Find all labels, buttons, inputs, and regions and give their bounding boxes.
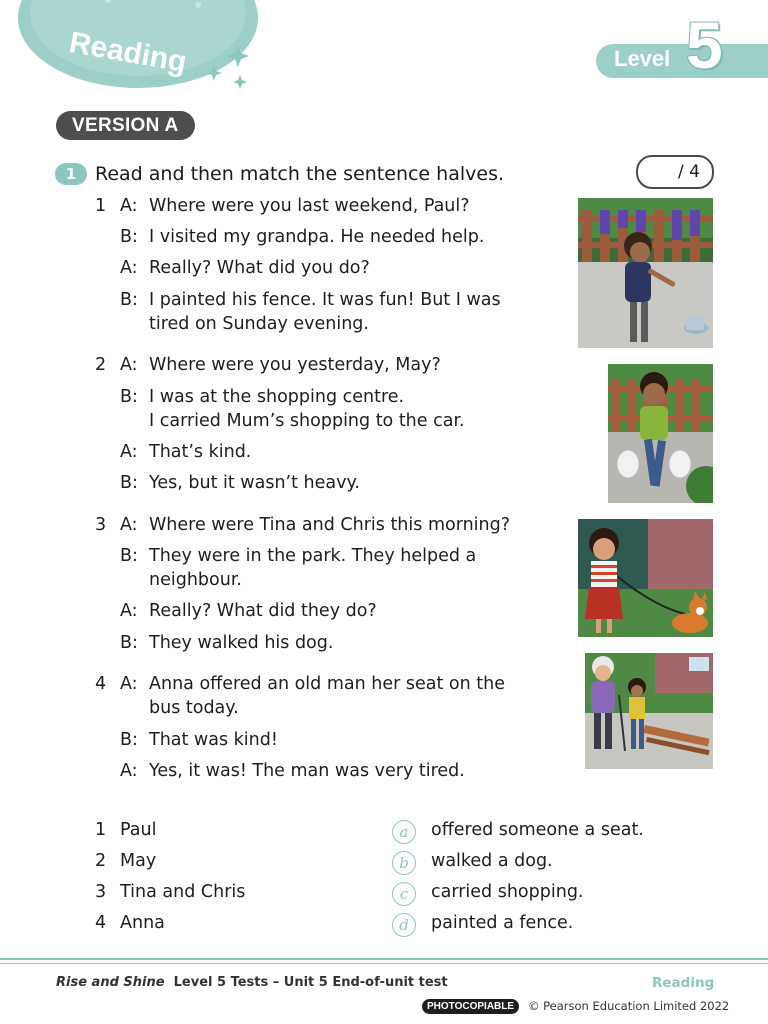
speaker-label: B:	[120, 387, 138, 407]
reading-badge-label: Reading	[66, 25, 190, 80]
option-letter-b: b	[392, 851, 416, 875]
dialogue-line: Where were Tina and Chris this morning?	[149, 515, 511, 535]
score-box	[636, 155, 714, 189]
dialogue-line: Really? What did you do?	[149, 258, 370, 278]
footer-divider	[0, 958, 768, 960]
speaker-label: A:	[120, 196, 138, 216]
dialogue-line: That was kind!	[149, 730, 278, 750]
dialogue-line-continued: I carried Mum’s shopping to the car.	[149, 411, 465, 431]
match-number: 2	[95, 851, 107, 871]
speaker-label: A:	[120, 442, 138, 462]
speaker-label: A:	[120, 258, 138, 278]
level-label: Level	[614, 46, 671, 71]
speaker-label: B:	[120, 290, 138, 310]
question-number-badge: 1	[55, 163, 87, 185]
match-right-item: painted a fence.	[431, 913, 574, 933]
footer-divider	[0, 963, 768, 964]
speaker-label: B:	[120, 473, 138, 493]
match-number: 3	[95, 882, 107, 902]
speaker-label: A:	[120, 515, 138, 535]
picture-tina-walking-dog	[578, 519, 713, 637]
copyright-text: © Pearson Education Limited 2022	[528, 999, 730, 1013]
match-left-item: Tina and Chris	[120, 882, 246, 902]
dialogue-line: They walked his dog.	[149, 633, 334, 653]
picture-paul-painting-fence	[578, 198, 713, 348]
speaker-label: B:	[120, 227, 138, 247]
version-label: VERSION A	[56, 111, 195, 140]
dialogue-line: Really? What did they do?	[149, 601, 377, 621]
match-left-item: May	[120, 851, 157, 871]
test-name: Level 5 Tests – Unit 5 End-of-unit test	[173, 975, 448, 990]
speaker-label: A:	[120, 674, 138, 694]
dialogue-line: Where were you last weekend, Paul?	[149, 196, 470, 216]
reading-section-badge	[18, 0, 268, 100]
dialogue-number: 2	[95, 355, 107, 375]
dialogue-line: Yes, it was! The man was very tired.	[149, 761, 465, 781]
dialogue-line: I painted his fence. It was fun! But I was	[149, 290, 501, 310]
dialogue-line-continued: bus today.	[149, 698, 239, 718]
level-number: 5	[686, 8, 723, 82]
speaker-label: A:	[120, 601, 138, 621]
dialogue-line: Anna offered an old man her seat on the	[149, 674, 505, 694]
dialogue-line-continued: tired on Sunday evening.	[149, 314, 369, 334]
picture-may-carrying-shopping	[608, 364, 713, 503]
match-left-item: Paul	[120, 820, 157, 840]
dialogue-line: Yes, but it wasn’t heavy.	[149, 473, 360, 493]
speaker-label: B:	[120, 730, 138, 750]
book-title: Rise and Shine	[56, 975, 165, 990]
match-right-item: offered someone a seat.	[431, 820, 644, 840]
footer-section: Reading	[652, 975, 715, 991]
photocopiable-badge: PHOTOCOPIABLE	[422, 999, 519, 1014]
speaker-label: B:	[120, 546, 138, 566]
instruction-text: Read and then match the sentence halves.	[95, 163, 505, 185]
match-right-item: carried shopping.	[431, 882, 584, 902]
dialogue-line-continued: neighbour.	[149, 570, 242, 590]
dialogue-number: 3	[95, 515, 107, 535]
dialogue-line: They were in the park. They helped a	[149, 546, 477, 566]
dialogue-line: Where were you yesterday, May?	[149, 355, 441, 375]
dialogue-line: That’s kind.	[149, 442, 252, 462]
speaker-label: A:	[120, 761, 138, 781]
match-number: 4	[95, 913, 107, 933]
footer-book-info	[56, 975, 448, 990]
option-letter-a: a	[392, 820, 416, 844]
speaker-label: B:	[120, 633, 138, 653]
speaker-label: A:	[120, 355, 138, 375]
score-text: / 4	[678, 162, 700, 182]
option-letter-d: d	[392, 913, 416, 937]
match-left-item: Anna	[120, 913, 165, 933]
match-number: 1	[95, 820, 107, 840]
dialogue-number: 4	[95, 674, 107, 694]
picture-anna-helping-man	[585, 653, 713, 769]
option-letter-c: c	[392, 882, 416, 906]
dialogue-line: I visited my grandpa. He needed help.	[149, 227, 485, 247]
dialogue-number: 1	[95, 196, 107, 216]
dialogue-line: I was at the shopping centre.	[149, 387, 405, 407]
match-right-item: walked a dog.	[431, 851, 553, 871]
